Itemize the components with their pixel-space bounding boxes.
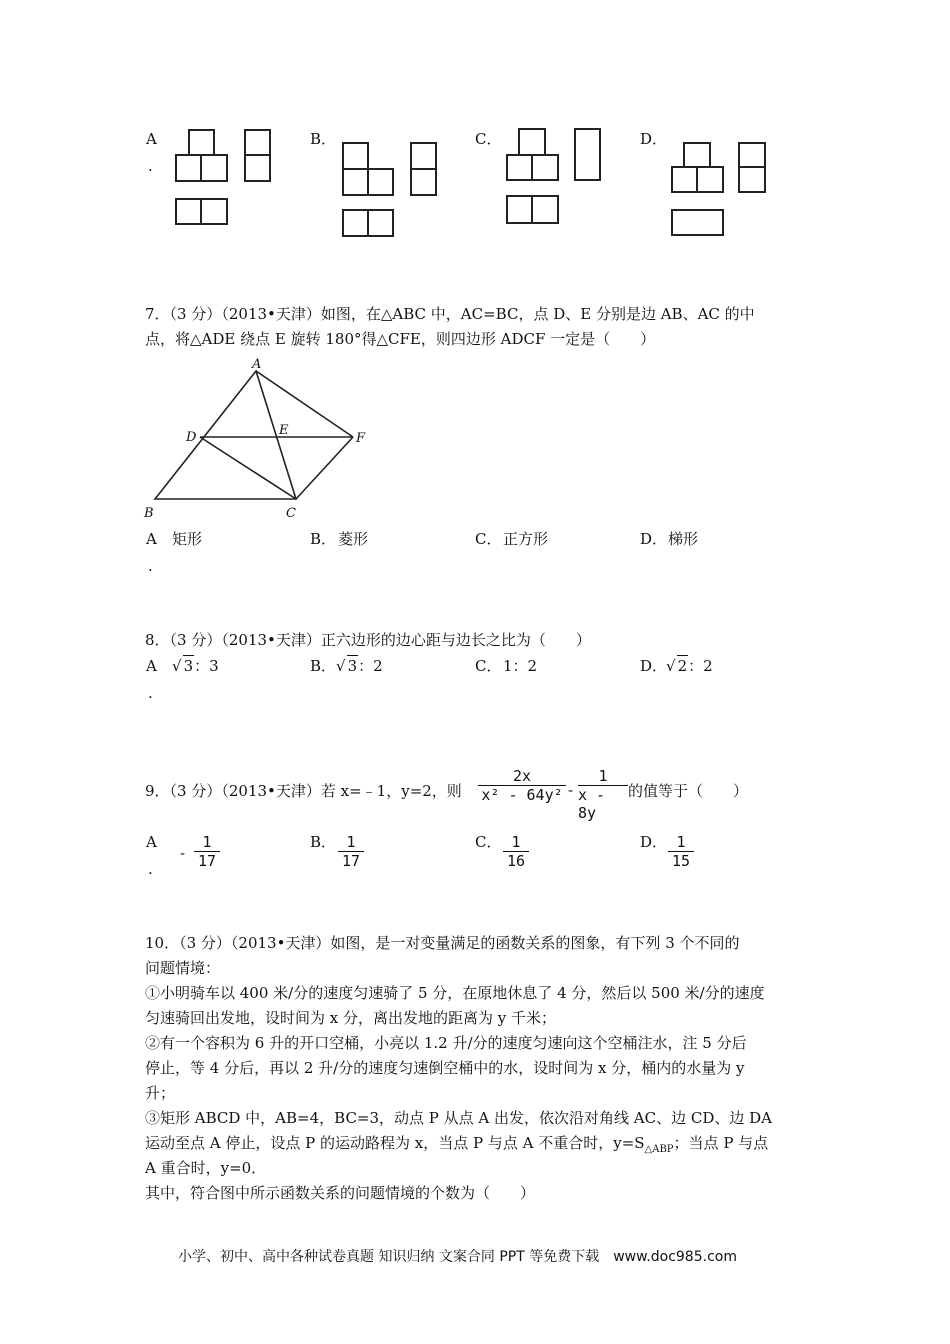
- q8-option-a-radicand: 3: [183, 657, 194, 675]
- q9-stem-prefix: 9．（3 分）（2013•天津）若 x=﹣1，y=2，则: [145, 782, 462, 800]
- q6-option-d-figure: [666, 138, 772, 240]
- q9-fraction-1-numerator: 2x: [512, 767, 532, 785]
- q8-option-d-letter: D．: [640, 657, 668, 675]
- q8-option-d-rest: ：2: [688, 657, 713, 675]
- q9-option-c-fraction: [503, 833, 529, 870]
- q7-option-a-text: 矩形: [172, 530, 203, 548]
- q10-line-6: 停止，等 4 分后，再以 2 升/分的速度匀速倒空桶中的水，设时间为 x 分，桶内的水量为 y: [145, 1059, 745, 1077]
- q8-option-b-radicand: 3: [347, 657, 358, 675]
- q10-line-9-subscript: △ABP: [644, 1144, 674, 1155]
- q8-option-b-letter: B．: [310, 657, 337, 675]
- q7-option-b-letter: B．: [310, 530, 337, 548]
- q7-stem-line-2: 点，将△ADE 绕点 E 旋转 180°得△CFE，则四边形 ADCF 一定是（ ）: [145, 330, 656, 348]
- q10-line-9-text-b: ；当点 P 与点: [673, 1134, 769, 1152]
- q10-line-9: [145, 1133, 768, 1160]
- q8-stem: 8．（3 分）（2013•天津）正六边形的边心距与边长之比为（ ）: [145, 631, 591, 649]
- q9-option-b-numerator: 1: [346, 833, 356, 851]
- q7-option-a-dot: .: [148, 557, 153, 575]
- q7-option-d-text: 梯形: [668, 530, 699, 548]
- q7-option-b-text: 菱形: [338, 530, 369, 548]
- q9-fraction-2-numerator: 1: [598, 767, 608, 785]
- q9-stem-suffix: 的值等于（ ）: [628, 782, 749, 800]
- q8-option-a-rest: ：3: [194, 657, 219, 675]
- q9-option-d-letter: D．: [640, 833, 668, 851]
- q8-option-b-rest: ：2: [358, 657, 383, 675]
- q7-stem-line-1: 7．（3 分）（2013•天津）如图，在△ABC 中，AC=BC，点 D、E 分别是边 AB、AC 的中: [145, 305, 755, 323]
- q6-option-c-figure: [500, 124, 610, 228]
- q6-option-c-letter: C．: [475, 130, 502, 148]
- q10-line-8: ③矩形 ABCD 中，AB=4，BC=3，动点 P 从点 A 出发，依次沿对角线 AC、边 CD、边 DA: [145, 1109, 773, 1127]
- q9-minus: -: [568, 781, 574, 799]
- q9-option-a-sign: -: [180, 844, 186, 862]
- q8-option-b-value: √ 3：2: [336, 657, 383, 675]
- q9-option-a-letter: A: [146, 833, 157, 851]
- q8-option-a-value: √ 3：3: [172, 657, 219, 675]
- q7-label-c: C: [286, 506, 296, 521]
- q7-option-c-text: 正方形: [503, 530, 549, 548]
- q10-line-11: 其中，符合图中所示函数关系的问题情境的个数为（ ）: [145, 1184, 536, 1202]
- q9-option-c-letter: C．: [475, 833, 502, 851]
- q7-figure: [140, 355, 375, 525]
- q9-option-b-letter: B．: [310, 833, 337, 851]
- q8-option-a-dot: .: [148, 684, 153, 702]
- q10-line-10: A 重合时，y=0．: [145, 1159, 267, 1177]
- q8-option-c-letter: C．: [475, 657, 502, 675]
- q7-option-a-letter: A: [146, 530, 157, 548]
- q7-option-c-letter: C．: [475, 530, 502, 548]
- q10-line-9-text-a: 运动至点 A 停止，设点 P 的运动路程为 x，当点 P 与点 A 不重合时，y=S: [145, 1134, 645, 1152]
- q9-option-a-fraction: [194, 833, 220, 870]
- q9-option-c-numerator: 1: [511, 833, 521, 851]
- q6-option-b-figure: [336, 138, 442, 240]
- q7-label-e: E: [279, 423, 289, 438]
- page-footer: 小学、初中、高中各种试卷真题 知识归纳 文案合同 PPT 等免费下载 www.doc985.com: [178, 1249, 737, 1265]
- q9-option-b-denominator: 17: [341, 852, 361, 870]
- q9-fraction-1: [478, 767, 566, 804]
- q7-label-d: D: [186, 430, 197, 445]
- q9-fraction-2-denominator: x - 8y: [578, 786, 606, 822]
- q8-option-a-letter: A: [146, 657, 157, 675]
- q9-option-a-dot: .: [148, 860, 153, 878]
- q6-option-b-letter: B．: [310, 130, 337, 148]
- q6-option-a-letter: A: [146, 130, 157, 148]
- q9-fraction-1-denominator: x² - 64y²: [481, 786, 563, 804]
- q7-label-a: A: [252, 357, 262, 372]
- q7-label-f: F: [356, 431, 366, 446]
- q7-option-d-letter: D．: [640, 530, 668, 548]
- q6-option-d-letter: D．: [640, 130, 668, 148]
- q8-option-d-radicand: 2: [677, 657, 688, 675]
- q6-option-a-figure: [170, 125, 280, 230]
- q7-label-b: B: [144, 506, 154, 521]
- q9-option-b-fraction: [338, 833, 364, 870]
- q10-line-5: ②有一个容积为 6 升的开口空桶，小亮以 1.2 升/分的速度匀速向这个空桶注水，注 5 分后: [145, 1034, 747, 1052]
- q9-option-c-denominator: 16: [506, 852, 526, 870]
- q9-option-a-denominator: 17: [197, 852, 217, 870]
- q9-option-d-fraction: [668, 833, 694, 870]
- q9-option-d-numerator: 1: [676, 833, 686, 851]
- q9-option-d-denominator: 15: [671, 852, 691, 870]
- q6-option-a-dot: .: [148, 157, 153, 175]
- q10-line-7: 升；: [145, 1084, 176, 1102]
- q10-line-4: 匀速骑回出发地，设时间为 x 分，离出发地的距离为 y 千米；: [145, 1009, 557, 1027]
- q8-option-d-value: √ 2：2: [666, 657, 713, 675]
- q10-line-2: 问题情境：: [145, 959, 221, 977]
- q9-option-a-numerator: 1: [202, 833, 212, 851]
- q9-fraction-2: [578, 767, 628, 822]
- q8-option-c-text: 1：2: [503, 657, 538, 675]
- q10-line-3: ①小明骑车以 400 米/分的速度匀速骑了 5 分，在原地休息了 4 分，然后以 500 米/分的速度: [145, 984, 765, 1002]
- q10-line-1: 10．（3 分）（2013•天津）如图，是一对变量满足的函数关系的图象，有下列 3 个不同的: [145, 934, 740, 952]
